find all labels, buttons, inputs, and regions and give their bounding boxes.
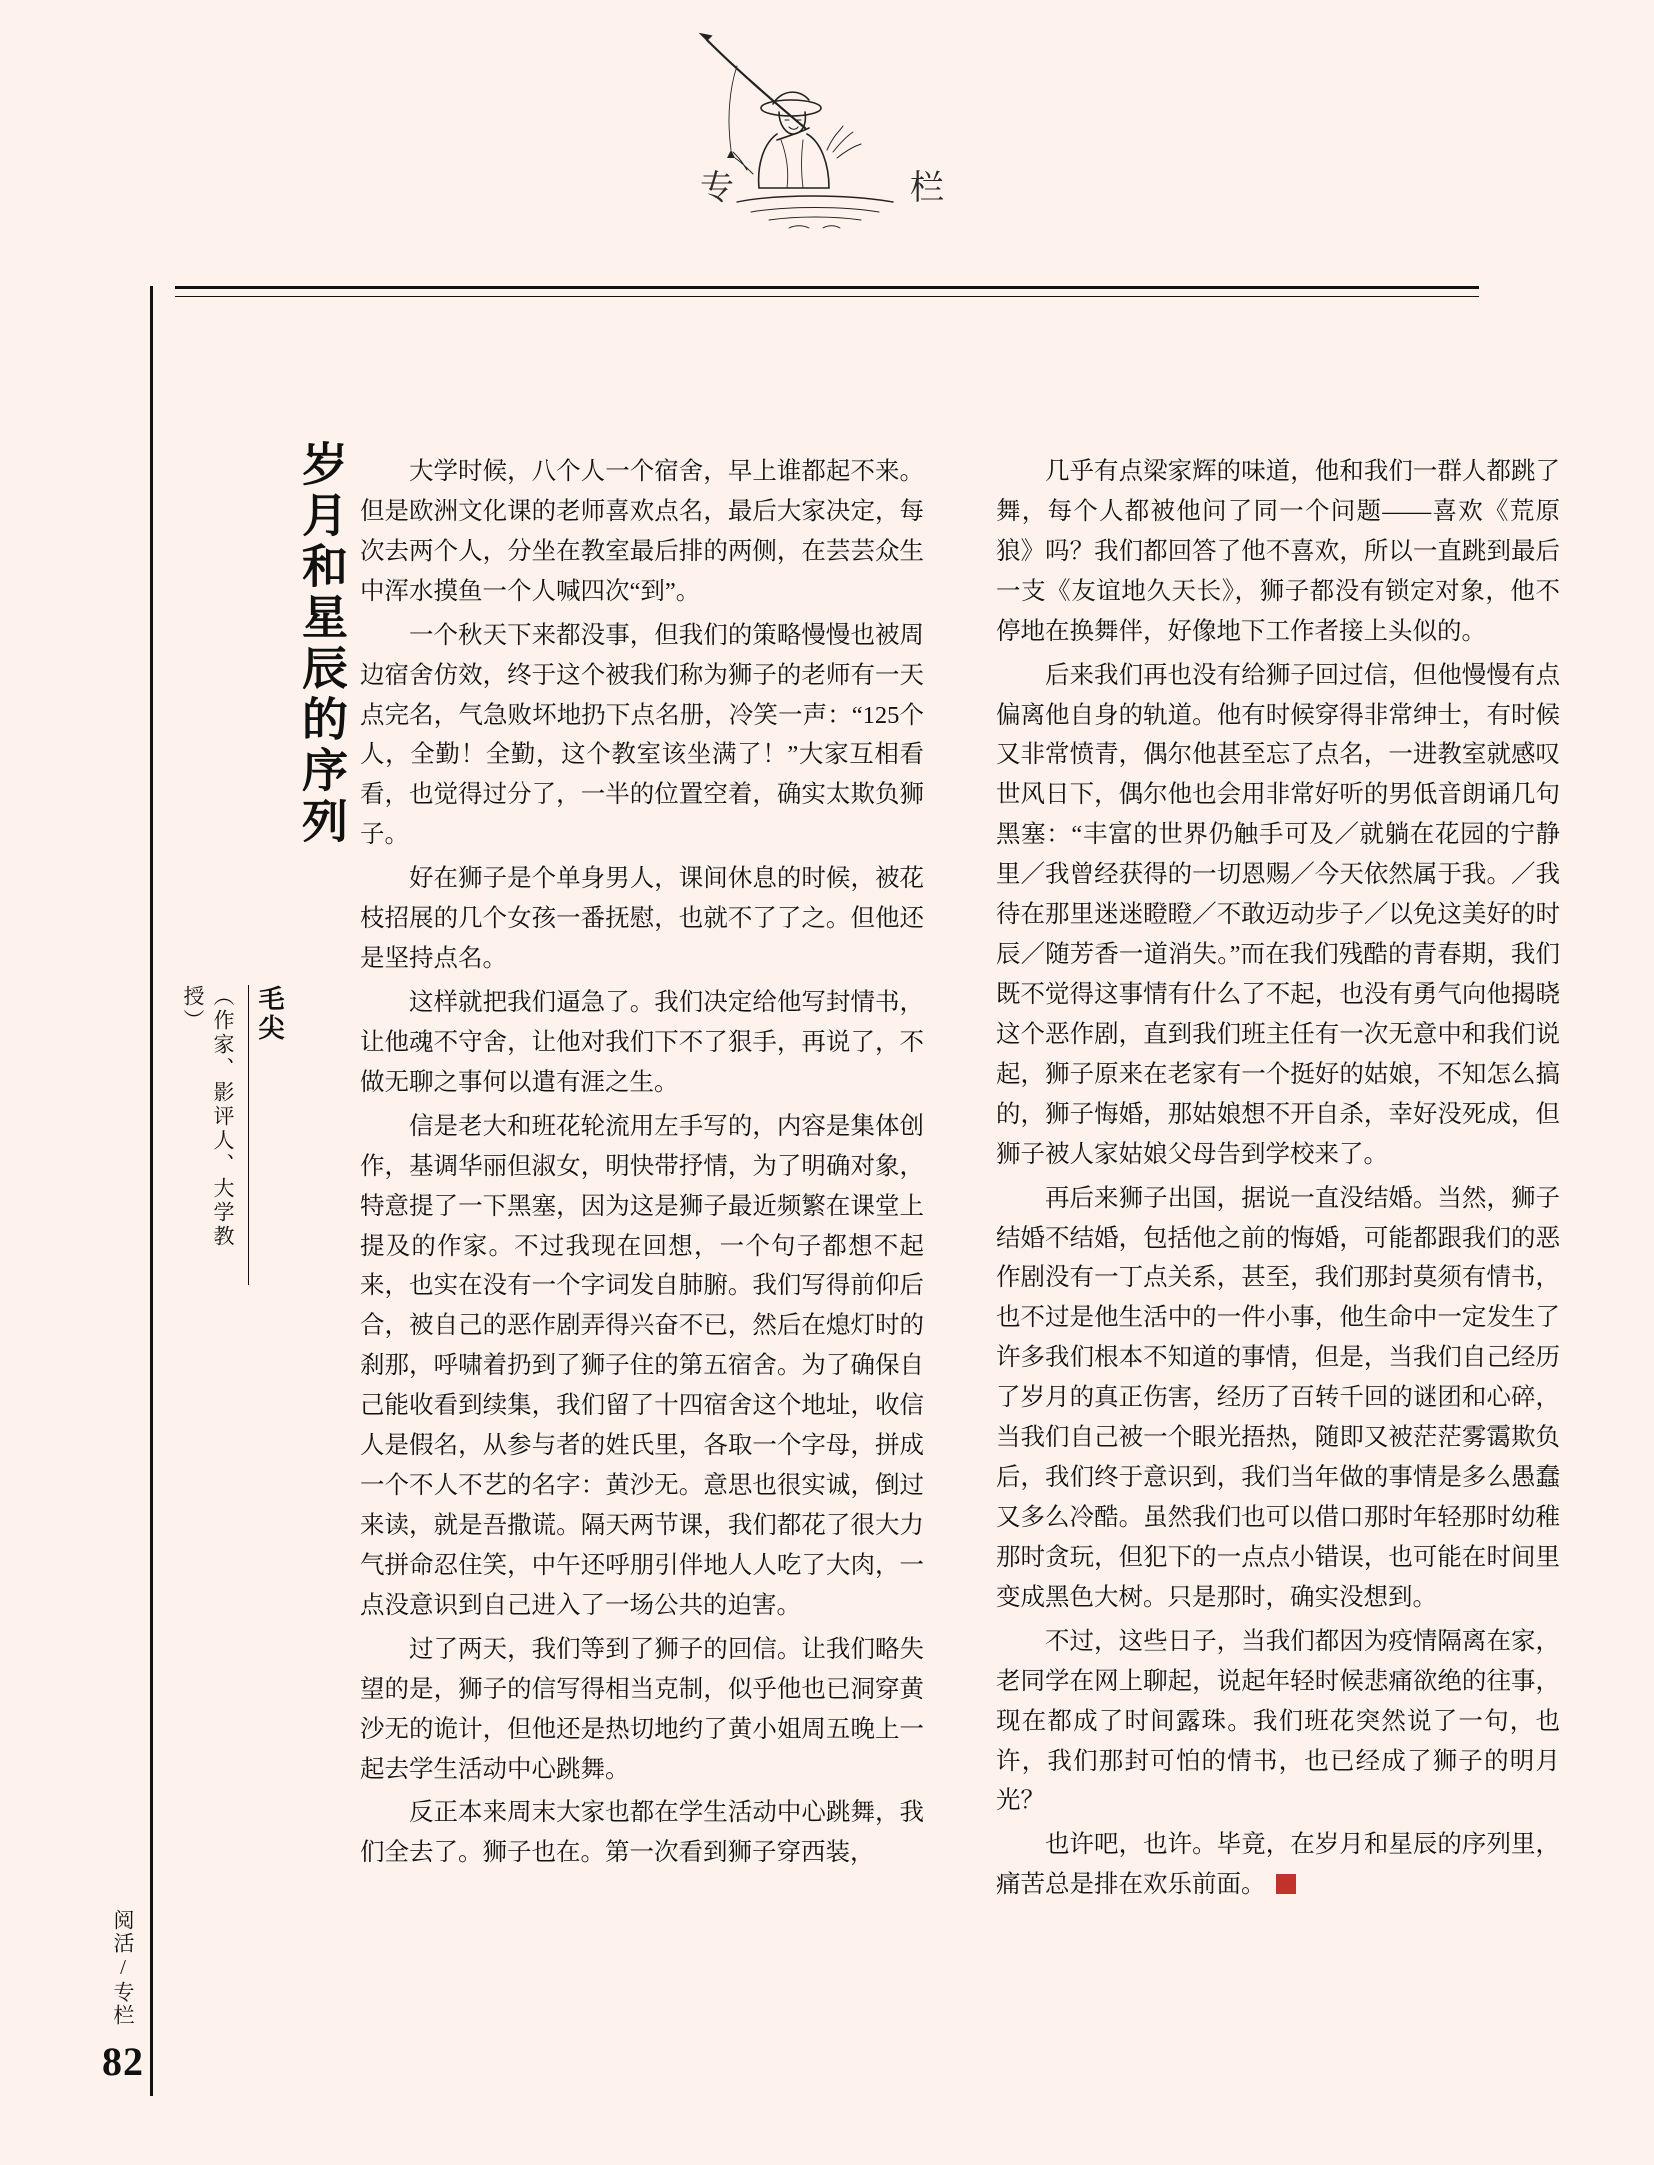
author-credentials: （作家、影评人、大学教授）: [178, 985, 249, 1285]
masthead-label-right: 栏: [910, 170, 946, 207]
header-divider: [175, 286, 1479, 300]
byline: [168, 985, 288, 1285]
paragraph: 信是老大和班花轮流用左手写的，内容是集体创作，基调华丽但淑女，明快带抒情，为了明确对象，特意提了一下黑塞，因为这是狮子最近频繁在课堂上提及的作家。不过我现在回想，一个句子都想不起来，也实在没有一个字词发自肺腑。我们写得前仰后合，被自己的恶作剧弄得兴奋不已，然后在熄灯时的刹那，呼啸着扔到了狮子住的第五宿舍。为了确保自己能收看到续集，我们留了十四宿舍这个地址，收信人是假名，从参与者的姓氏里，各取一个字母，拼成一个不人不艺的名字：黄沙无。意思也很实诚，倒过来读，就是吾撒谎。隔天两节课，我们都花了很大力气拼命忍住笑，中午还呼朋引伴地人人吃了大肉，一点没意识到自己进入了一场公共的迫害。: [360, 1112, 924, 1619]
header-divider-thin: [175, 296, 1479, 297]
header-divider-thick: [175, 286, 1479, 289]
fisherman-ink-illustration: [677, 30, 977, 245]
folio-section-label: 阅活/专栏: [111, 1909, 135, 2027]
folio: [88, 1908, 158, 2085]
paragraph-final: [996, 1825, 1560, 1905]
paragraph: 后来我们再也没有给狮子回过信，但他慢慢有点偏离他自身的轨道。他有时候穿得非常绅士，有时候又非常愤青，偶尔他甚至忘了点名，一进教室就感叹世风日下，偶尔他也会用非常好听的男低音朗诵几句黑塞：“丰富的世界仍触手可及／就躺在花园的宁静里／我曾经获得的一切恩赐／今天依然属于我。／我待在那里迷迷瞪瞪／不敢迈动步子／以免这美好的时辰／随芳香一道消失。”而在我们残酷的青春期，我们既不觉得这事情有什么了不起，也没有勇气向他揭晓这个恶作剧，直到我们班主任有一次无意中和我们说起，狮子原来在老家有一个挺好的姑娘，不知怎么搞的，狮子悔婚，那姑娘想不开自杀，幸好没死成，但狮子被人家姑娘父母告到学校来了。: [996, 661, 1560, 1168]
paragraph: 过了两天，我们等到了狮子的回信。让我们略失望的是，狮子的信写得相当克制，似乎他也已洞穿黄沙无的诡计，但他还是热切地约了黄小姐周五晚上一起去学生活动中心跳舞。: [360, 1635, 924, 1783]
page-number: 82: [102, 2039, 144, 2084]
paragraph: 反正本来周末大家也都在学生活动中心跳舞，我们全去了。狮子也在。第一次看到狮子穿西装，: [360, 1799, 924, 1867]
left-vertical-rule: [150, 286, 153, 2096]
page-title: 岁月和星辰的序列: [296, 440, 347, 848]
paragraph-text: 也许吧，也许。毕竟，在岁月和星辰的序列里，痛苦总是排在欢乐前面。: [996, 1831, 1560, 1899]
end-of-article-mark: [1276, 1874, 1296, 1894]
paragraph: 这样就把我们逼急了。我们决定给他写封情书，让他魂不守舍，让他对我们下不了狠手，再说了，不做无聊之事何以遣有涯之生。: [360, 988, 924, 1096]
column-left: [360, 452, 924, 1909]
paragraph: 几乎有点梁家辉的味道，他和我们一群人都跳了舞，每个人都被他问了同一个问题——喜欢《荒原狼》吗？我们都回答了他不喜欢，所以一直跳到最后一支《友谊地久天长》，狮子都没有锁定对象，他不停地在换舞伴，好像地下工作者接上头似的。: [996, 458, 1560, 645]
paragraph: 不过，这些日子，当我们都因为疫情隔离在家，老同学在网上聊起，说起年轻时候悲痛欲绝的往事，现在都成了时间露珠。我们班花突然说了一句，也许，我们那封可怕的情书，也已经成了狮子的明月光？: [996, 1627, 1560, 1815]
author-name: 毛尖: [255, 985, 284, 1043]
column-right: [996, 452, 1560, 1909]
masthead-label-left: 专: [700, 170, 736, 207]
masthead: [0, 20, 1654, 290]
paragraph: 好在狮子是个单身男人，课间休息的时候，被花枝招展的几个女孩一番抚慰，也就不了了之。但他还是坚持点名。: [360, 865, 924, 973]
paragraph: 大学时候，八个人一个宿舍，早上谁都起不来。但是欧洲文化课的老师喜欢点名，最后大家决定，每次去两个人，分坐在教室最后排的两侧，在芸芸众生中浑水摸鱼一个人喊四次“到”。: [360, 458, 924, 605]
article-body: [360, 452, 1560, 1909]
article-title-block: [168, 440, 348, 920]
paragraph: 一个秋天下来都没事，但我们的策略慢慢也被周边宿舍仿效，终于这个被我们称为狮子的老师有一天点完名，气急败坏地扔下点名册，冷笑一声：“125个人，全勤！全勤，这个教室该坐满了！”大家互相看看，也觉得过分了，一半的位置空着，确实太欺负狮子。: [360, 621, 924, 849]
paragraph: 再后来狮子出国，据说一直没结婚。当然，狮子结婚不结婚，包括他之前的悔婚，可能都跟我们的恶作剧没有一丁点关系，甚至，我们那封莫须有情书，也不过是他生活中的一件小事，他生命中一定发生了许多我们根本不知道的事情，但是，当我们自己经历了岁月的真正伤害，经历了百转千回的谜团和心碎，当我们自己被一个眼光捂热，随即又被茫茫雾霭欺负后，我们终于意识到，我们当年做的事情是多么愚蠢又多么冷酷。虽然我们也可以借口那时年轻那时幼稚那时贪玩，但犯下的一点点小错误，也可能在时间里变成黑色大树。只是那时，确实没想到。: [996, 1184, 1560, 1611]
